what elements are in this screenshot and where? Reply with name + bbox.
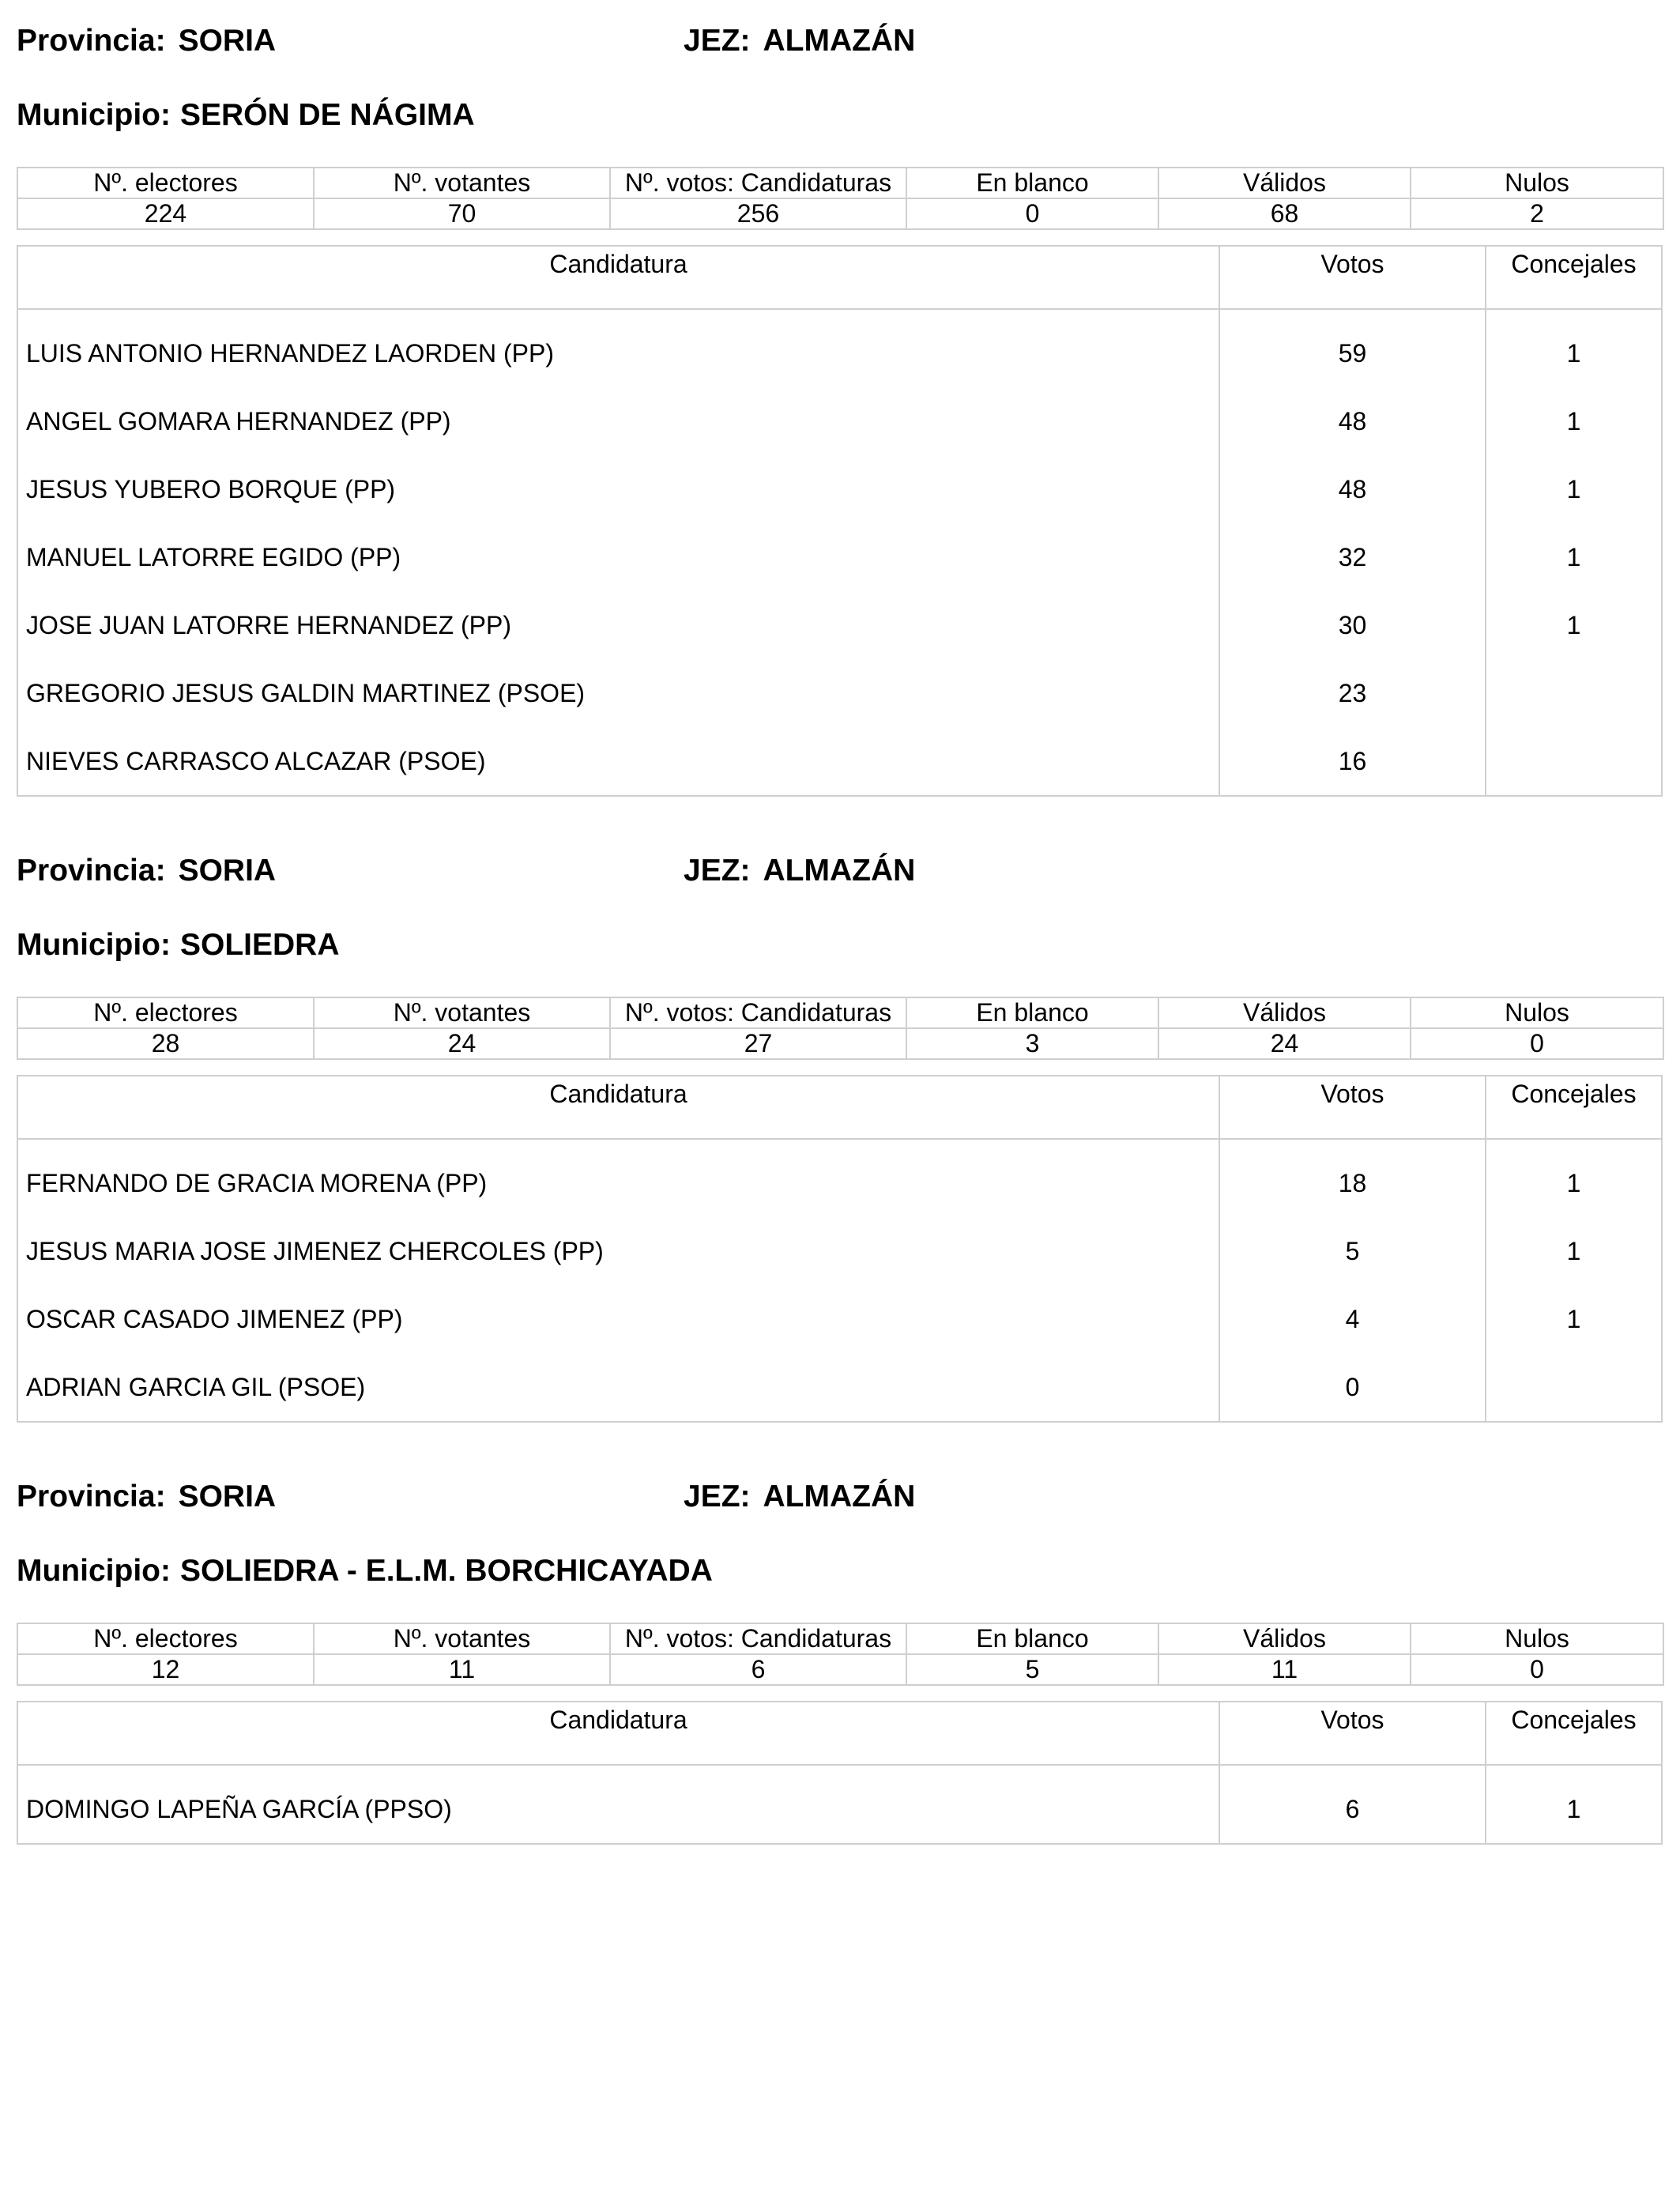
- candidate-name: GREGORIO JESUS GALDIN MARTINEZ (PSOE): [26, 679, 586, 707]
- candidate-names-column: [18, 310, 1220, 795]
- stats-header-cell: Válidos: [1158, 168, 1411, 198]
- jez-value: ALMAZÁN: [763, 24, 916, 58]
- candidates-header: [18, 247, 1661, 310]
- stats-header-cell: Válidos: [1158, 1623, 1411, 1654]
- stats-header-cell: Nulos: [1411, 997, 1663, 1028]
- municipio-value: SOLIEDRA: [179, 928, 340, 962]
- stats-header-cell: En blanco: [906, 997, 1158, 1028]
- provincia-label: Provincia:: [17, 854, 166, 888]
- concejales-header: Concejales: [1511, 250, 1637, 278]
- stats-value-cell: 11: [314, 1654, 610, 1685]
- candidate-votes: 6: [1345, 1795, 1360, 1823]
- candidate-name: ANGEL GOMARA HERNANDEZ (PP): [26, 407, 451, 435]
- candidates-table: [17, 245, 1663, 797]
- candidate-seats: [1486, 1353, 1661, 1421]
- stats-value-cell: 0: [1411, 1654, 1663, 1685]
- candidates-body: [18, 310, 1661, 795]
- candidate-votes-column: [1220, 1766, 1486, 1843]
- stats-header-cell: Nº. votos: Candidaturas: [610, 1623, 906, 1654]
- candidate-seats-column: [1486, 1766, 1661, 1843]
- stats-value-cell: 0: [1411, 1028, 1663, 1059]
- candidate-seats-column: [1486, 310, 1661, 795]
- stats-header-cell: En blanco: [906, 1623, 1158, 1654]
- stats-table: [17, 997, 1664, 1060]
- candidate-votes-column: [1220, 1140, 1486, 1421]
- candidate-name: LUIS ANTONIO HERNANDEZ LAORDEN (PP): [26, 339, 554, 368]
- candidate-name: NIEVES CARRASCO ALCAZAR (PSOE): [26, 747, 486, 775]
- concejales-header: Concejales: [1511, 1706, 1637, 1734]
- candidates-table: [17, 1701, 1663, 1845]
- stats-header-row: [17, 168, 1663, 198]
- candidate-seats: 1: [1566, 407, 1581, 435]
- provincia-label: Provincia:: [17, 24, 166, 58]
- jez-line: [684, 1480, 915, 1519]
- stats-value-cell: 0: [906, 198, 1158, 229]
- stats-value-row: [17, 198, 1663, 229]
- stats-value-cell: 2: [1411, 198, 1663, 229]
- candidate-votes: 5: [1345, 1237, 1360, 1265]
- stats-header-cell: Nº. votos: Candidaturas: [610, 997, 906, 1028]
- stats-value-cell: 3: [906, 1028, 1158, 1059]
- candidate-name: OSCAR CASADO JIMENEZ (PP): [26, 1305, 403, 1333]
- candidate-votes: 23: [1338, 679, 1367, 707]
- candidate-seats: 1: [1566, 1305, 1581, 1333]
- candidate-seats: 1: [1566, 339, 1581, 368]
- jez-label: JEZ:: [684, 854, 751, 888]
- stats-value-cell: 256: [610, 198, 906, 229]
- stats-value-cell: 70: [314, 198, 610, 229]
- candidate-name: MANUEL LATORRE EGIDO (PP): [26, 543, 401, 571]
- stats-header-cell: Nulos: [1411, 1623, 1663, 1654]
- stats-header-cell: Nº. votantes: [314, 997, 610, 1028]
- candidate-names-column: [18, 1766, 1220, 1843]
- jez-value: ALMAZÁN: [763, 854, 916, 888]
- candidate-votes: 32: [1338, 543, 1367, 571]
- municipio-label: Municipio:: [17, 1554, 171, 1588]
- candidatura-header: Candidatura: [18, 247, 1220, 308]
- provincia-line: [17, 854, 276, 893]
- municipio-line: [17, 98, 475, 138]
- candidatura-header: Candidatura: [18, 1702, 1220, 1764]
- stats-value-cell: 5: [906, 1654, 1158, 1685]
- municipio-label: Municipio:: [17, 98, 171, 132]
- stats-header-row: [17, 1623, 1663, 1654]
- candidate-seats: 1: [1566, 1237, 1581, 1265]
- stats-header-cell: Nulos: [1411, 168, 1663, 198]
- stats-table: [17, 167, 1664, 230]
- stats-value-cell: 24: [1158, 1028, 1411, 1059]
- jez-label: JEZ:: [684, 1480, 751, 1514]
- candidate-seats: [1486, 659, 1661, 727]
- jez-line: [684, 24, 915, 63]
- stats-header-cell: Nº. electores: [17, 168, 314, 198]
- candidate-seats: 1: [1566, 1795, 1581, 1823]
- candidates-body: [18, 1140, 1661, 1421]
- stats-header-cell: Nº. electores: [17, 1623, 314, 1654]
- candidate-votes: 4: [1345, 1305, 1360, 1333]
- candidate-name: JESUS YUBERO BORQUE (PP): [26, 475, 396, 503]
- jez-line: [684, 854, 915, 893]
- provincia-label: Provincia:: [17, 1480, 166, 1514]
- votos-header: Votos: [1220, 247, 1486, 308]
- candidate-seats: 1: [1566, 543, 1581, 571]
- stats-value-cell: 6: [610, 1654, 906, 1685]
- municipio-line: [17, 1554, 713, 1593]
- stats-value-cell: 27: [610, 1028, 906, 1059]
- stats-value-cell: 28: [17, 1028, 314, 1059]
- provincia-line: [17, 1480, 276, 1519]
- municipio-value: SOLIEDRA - E.L.M. BORCHICAYADA: [179, 1554, 713, 1588]
- candidate-votes: 59: [1338, 339, 1367, 368]
- stats-value-row: [17, 1654, 1663, 1685]
- candidates-body: [18, 1766, 1661, 1843]
- stats-value-cell: 68: [1158, 198, 1411, 229]
- candidatura-header: Candidatura: [18, 1076, 1220, 1138]
- candidate-name: FERNANDO DE GRACIA MORENA (PP): [26, 1169, 488, 1197]
- candidate-seats: 1: [1566, 475, 1581, 503]
- candidate-seats: 1: [1566, 611, 1581, 639]
- candidate-seats-column: [1486, 1140, 1661, 1421]
- provincia-value: SORIA: [178, 1480, 277, 1514]
- stats-value-cell: 24: [314, 1028, 610, 1059]
- stats-value-cell: 12: [17, 1654, 314, 1685]
- candidate-votes: 30: [1338, 611, 1367, 639]
- candidate-votes: 16: [1338, 747, 1367, 775]
- candidate-votes: 18: [1338, 1169, 1367, 1197]
- stats-header-cell: Nº. electores: [17, 997, 314, 1028]
- provincia-value: SORIA: [178, 24, 277, 58]
- candidates-header: [18, 1702, 1661, 1766]
- stats-header-cell: En blanco: [906, 168, 1158, 198]
- candidate-name: ADRIAN GARCIA GIL (PSOE): [26, 1373, 366, 1401]
- jez-value: ALMAZÁN: [763, 1480, 916, 1514]
- provincia-value: SORIA: [178, 854, 277, 888]
- stats-header-cell: Nº. votantes: [314, 1623, 610, 1654]
- votos-header: Votos: [1220, 1076, 1486, 1138]
- stats-value-cell: 224: [17, 198, 314, 229]
- candidate-seats: 1: [1566, 1169, 1581, 1197]
- candidates-table: [17, 1075, 1663, 1423]
- stats-header-cell: Nº. votos: Candidaturas: [610, 168, 906, 198]
- candidate-name: JOSE JUAN LATORRE HERNANDEZ (PP): [26, 611, 512, 639]
- stats-table: [17, 1623, 1664, 1686]
- jez-label: JEZ:: [684, 24, 751, 58]
- candidate-votes: 48: [1338, 475, 1367, 503]
- candidate-seats: [1486, 727, 1661, 795]
- municipio-label: Municipio:: [17, 928, 171, 962]
- candidate-votes: 48: [1338, 407, 1367, 435]
- stats-header-cell: Nº. votantes: [314, 168, 610, 198]
- stats-value-cell: 11: [1158, 1654, 1411, 1685]
- provincia-line: [17, 24, 276, 63]
- stats-header-cell: Válidos: [1158, 997, 1411, 1028]
- stats-header-row: [17, 997, 1663, 1028]
- candidate-names-column: [18, 1140, 1220, 1421]
- municipio-value: SERÓN DE NÁGIMA: [179, 98, 475, 132]
- concejales-header: Concejales: [1511, 1080, 1637, 1108]
- votos-header: Votos: [1220, 1702, 1486, 1764]
- candidate-votes-column: [1220, 310, 1486, 795]
- stats-value-row: [17, 1028, 1663, 1059]
- candidates-header: [18, 1076, 1661, 1140]
- municipio-line: [17, 928, 339, 967]
- candidate-name: JESUS MARIA JOSE JIMENEZ CHERCOLES (PP): [26, 1237, 604, 1265]
- candidate-name: DOMINGO LAPEÑA GARCÍA (PPSO): [26, 1795, 452, 1823]
- candidate-votes: 0: [1345, 1373, 1360, 1401]
